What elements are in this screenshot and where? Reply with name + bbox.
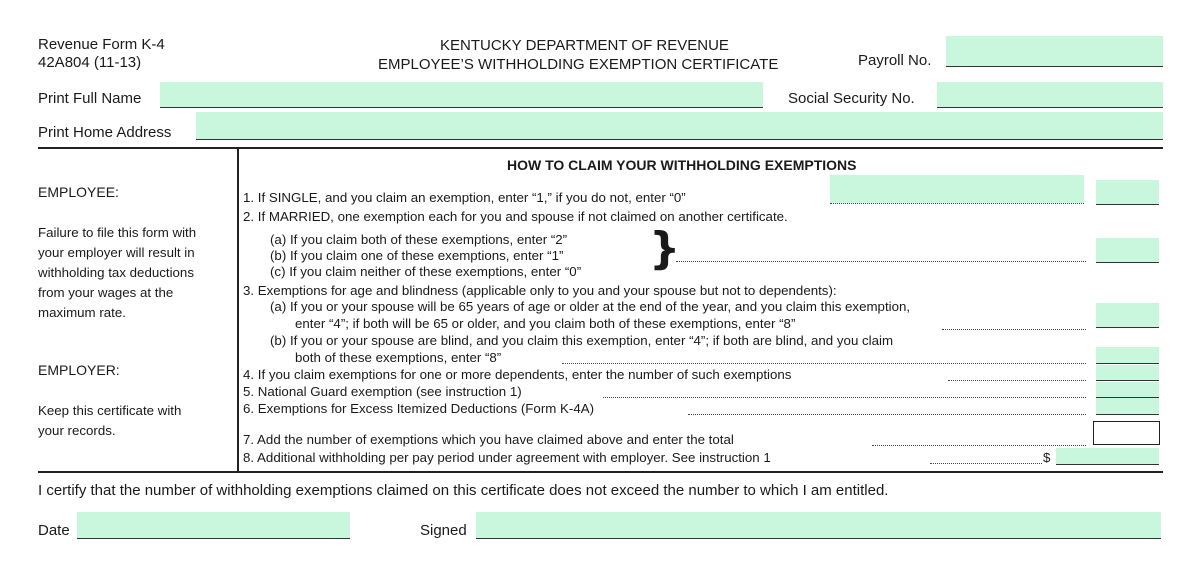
payroll-input[interactable] xyxy=(946,36,1163,67)
signature-input[interactable] xyxy=(476,512,1161,539)
ssn-input[interactable] xyxy=(937,82,1163,108)
name-label: Print Full Name xyxy=(38,90,142,107)
dollar-sign: $ xyxy=(1043,450,1051,465)
line-6-text: 6. Exemptions for Excess Itemized Deductions (Form K-4A) xyxy=(243,401,595,416)
top-rule xyxy=(38,147,1163,149)
form-code: 42A804 (11-13) xyxy=(38,54,142,71)
employer-text-2: your records. xyxy=(38,423,116,438)
line-3b-leader xyxy=(562,363,1086,364)
line-1-text: 1. If SINGLE, and you claim an exemption, enter “1,” if you do not, enter “0” xyxy=(243,190,686,205)
line-5-text: 5. National Guard exemption (see instruction 1) xyxy=(243,384,522,399)
line-6-leader xyxy=(688,414,1086,415)
line-4-input[interactable] xyxy=(1096,365,1159,381)
line-4-leader xyxy=(948,380,1086,381)
line-2-text: 2. If MARRIED, one exemption each for you and spouse if not claimed on another certificate. xyxy=(243,209,788,224)
employee-heading: EMPLOYEE: xyxy=(38,184,119,200)
signed-label: Signed xyxy=(420,522,467,539)
line-3a-leader xyxy=(942,329,1086,330)
full-name-input[interactable] xyxy=(160,82,763,108)
line-7-total-box[interactable] xyxy=(1093,421,1160,445)
brace-icon: } xyxy=(649,223,681,274)
instructions-heading: HOW TO CLAIM YOUR WITHHOLDING EXEMPTIONS xyxy=(507,157,857,173)
line-2c-text: (c) If you claim neither of these exemptions, enter “0” xyxy=(270,264,582,279)
line-3a-text-2: enter “4”; if both will be 65 or older, and you claim both of these exemptions, enter “8” xyxy=(295,316,796,331)
address-label: Print Home Address xyxy=(38,124,172,141)
form-name: Revenue Form K-4 xyxy=(38,36,165,53)
employee-text-3: withholding tax deductions xyxy=(38,265,194,280)
line-2-leader xyxy=(676,261,1086,262)
line-3a-input[interactable] xyxy=(1096,303,1159,328)
employer-heading: EMPLOYER: xyxy=(38,362,120,378)
employee-text-4: from your wages at the xyxy=(38,285,174,300)
line-7-text: 7. Add the number of exemptions which you have claimed above and enter the total xyxy=(243,432,734,447)
home-address-input[interactable] xyxy=(196,112,1163,140)
column-divider xyxy=(237,149,239,471)
line-8-input[interactable] xyxy=(1056,448,1159,465)
ssn-label: Social Security No. xyxy=(788,90,915,107)
department-title: KENTUCKY DEPARTMENT OF REVENUE xyxy=(440,37,729,54)
certify-statement: I certify that the number of withholding exemptions claimed on this certificate does not exceed the number to which I am entitled. xyxy=(38,482,889,499)
certificate-title: EMPLOYEE’S WITHHOLDING EXEMPTION CERTIFICATE xyxy=(378,56,779,73)
date-label: Date xyxy=(38,522,70,539)
line-4-text: 4. If you claim exemptions for one or more dependents, enter the number of such exemptions xyxy=(243,367,792,382)
date-input[interactable] xyxy=(77,512,350,539)
line-7-leader xyxy=(872,445,1086,446)
line-2a-text: (a) If you claim both of these exemptions, enter “2” xyxy=(270,232,568,247)
line-3b-text-1: (b) If you or your spouse are blind, and you claim this exemption, enter “4”; if both are blind, and you claim xyxy=(270,333,894,348)
line-8-text: 8. Additional withholding per pay period under agreement with employer. See instruction 1 xyxy=(243,450,771,465)
employee-text-1: Failure to file this form with xyxy=(38,225,197,240)
line-1-extra-input[interactable] xyxy=(830,175,1084,203)
employer-text-1: Keep this certificate with xyxy=(38,403,182,418)
line-3b-text-2: both of these exemptions, enter “8” xyxy=(295,350,502,365)
payroll-label: Payroll No. xyxy=(858,52,932,69)
line-3-text: 3. Exemptions for age and blindness (applicable only to you and your spouse but not to dependents): xyxy=(243,283,837,298)
employee-text-2: your employer will result in xyxy=(38,245,195,260)
line-2-input[interactable] xyxy=(1096,238,1159,263)
line-6-input[interactable] xyxy=(1096,398,1159,415)
line-3b-input[interactable] xyxy=(1096,347,1159,364)
line-2b-text: (b) If you claim one of these exemptions, enter “1” xyxy=(270,248,564,263)
line-1-input[interactable] xyxy=(1096,180,1159,205)
line-5-input[interactable] xyxy=(1096,382,1159,398)
line-8-leader xyxy=(930,463,1042,464)
line-5-leader xyxy=(603,397,1086,398)
employee-text-5: maximum rate. xyxy=(38,305,126,320)
line-1-leader xyxy=(830,203,1084,204)
line-3a-text-1: (a) If you or your spouse will be 65 years of age or older at the end of the year, and you claim this exemption, xyxy=(270,299,911,314)
bottom-rule xyxy=(38,471,1163,473)
